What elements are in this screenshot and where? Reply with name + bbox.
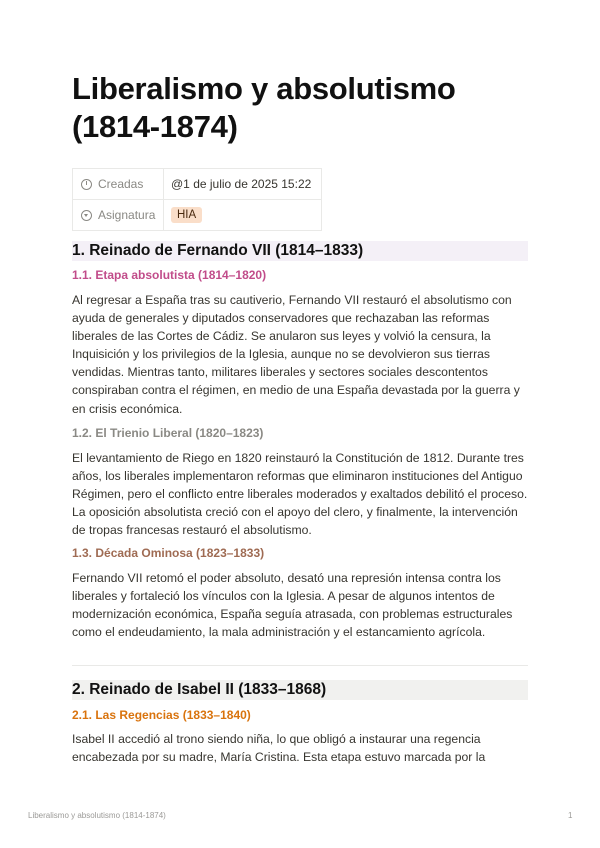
property-key-label: Asignatura (98, 208, 156, 222)
divider (72, 665, 528, 666)
property-key-label: Creadas (98, 177, 144, 191)
footer-doc-title: Liberalismo y absolutismo (1814-1874) (28, 811, 166, 820)
property-value-created[interactable]: @1 de julio de 2025 15:22 (164, 169, 322, 199)
property-value-subject[interactable] (164, 200, 322, 230)
paragraph-1-2: El levantamiento de Riego en 1820 reinstauró la Constitución de 1812. Durante tres años, los liberales implementaron reformas que eliminaron instituciones del Antiguo Régimen, pero el conflicto entre liberales moderados y exaltados debilitó el proceso. La oposición absolutista creció con el apoyo del clero, y finalmente, la intervención de tropas francesas restauró el absolutismo. (72, 451, 528, 538)
properties-table (72, 168, 322, 231)
subject-tag[interactable]: HIA (171, 207, 202, 223)
subsection-heading-1-3: 1.3. Década Ominosa (1823–1833) (72, 546, 265, 560)
subsection-heading-1-2: 1.2. El Trienio Liberal (1820–1823) (72, 426, 264, 440)
subsection-heading-2-1: 2.1. Las Regencias (1833–1840) (72, 708, 251, 722)
property-row-subject (72, 200, 322, 231)
paragraph-2-1: Isabel II accedió al trono siendo niña, lo que obligó a instaurar una regencia encabezada por su madre, María Cristina. Esta etapa estuvo marcada por la (72, 732, 486, 765)
property-key (72, 169, 164, 199)
paragraph-1-1: Al regresar a España tras su cautiverio, Fernando VII restauró el absolutismo con ayuda de generales y diputados conservadores que rechazaban las reformas liberales de las Cortes de Cádiz. Se anularon sus leyes y volvió la censura, la Inquisición y los privilegios de la Iglesia, aunque no se devolvieron sus tierras vendidas. Mientras tanto, militares liberales y sectores sociales descontentos conspiraban contra el régimen, en medio de una España devastada por la guerra y en crisis económica. (72, 293, 520, 416)
page-title: Liberalismo y absolutismo (1814-1874) (72, 71, 456, 144)
property-key (72, 200, 164, 230)
paragraph-1-3: Fernando VII retomó el poder absoluto, desató una represión intensa contra los liberales y fortaleció los vínculos con la Iglesia. A pesar de algunos intentos de modernización económica, España seguía atrasada, con problemas estructurales como el endeudamiento, la mala administración y el estancamiento agrícola. (72, 571, 513, 640)
clock-icon (81, 179, 92, 190)
footer-page-number: 1 (568, 811, 573, 820)
subsection-heading-1-1: 1.1. Etapa absolutista (1814–1820) (72, 268, 267, 282)
select-icon (81, 210, 92, 221)
property-row-created (72, 169, 322, 200)
section-heading-2: 2. Reinado de Isabel II (1833–1868) (72, 680, 528, 700)
section-heading-1: 1. Reinado de Fernando VII (1814–1833) (72, 241, 528, 261)
